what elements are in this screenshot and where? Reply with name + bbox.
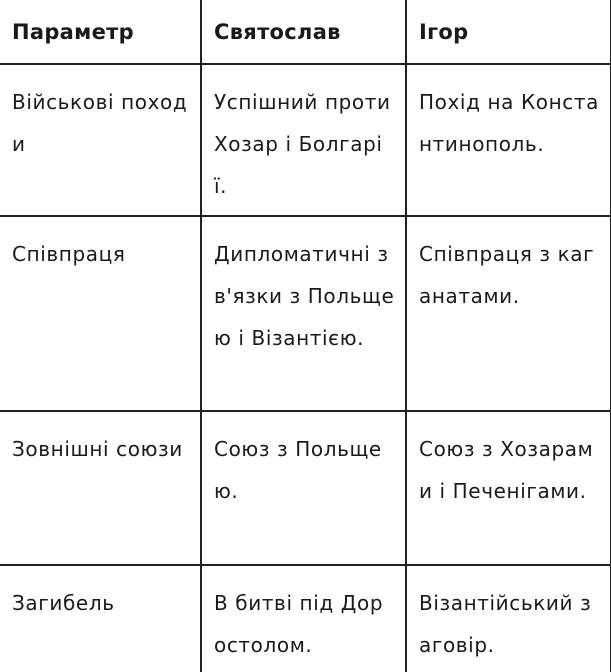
table-row [0, 64, 611, 216]
cell-sviatoslav: Союз з Польщею. [201, 411, 406, 565]
table-row [0, 411, 611, 565]
table-row [0, 216, 611, 411]
header-sviatoslav: Святослав [201, 0, 406, 64]
cell-sviatoslav: Дипломатичні зв'язки з Польщею і Візантією. [201, 216, 406, 411]
cell-ihor: Співпраця з каганатами. [406, 216, 611, 411]
cell-ihor: Похід на Константинополь. [406, 64, 611, 216]
table-row [0, 565, 611, 672]
cell-ihor: Союз з Хозарами і Печенігами. [406, 411, 611, 565]
cell-parameter: Співпраця [0, 216, 201, 411]
cell-parameter: Військові походи [0, 64, 201, 216]
cell-parameter: Загибель [0, 565, 201, 672]
header-parameter: Параметр [0, 0, 201, 64]
cell-ihor: Візантійський заговір. [406, 565, 611, 672]
cell-parameter: Зовнішні союзи [0, 411, 201, 565]
header-ihor: Ігор [406, 0, 611, 64]
cell-sviatoslav: В битві під Доростолом. [201, 565, 406, 672]
table-header-row [0, 0, 611, 64]
cell-sviatoslav: Успішний проти Хозар і Болгарії. [201, 64, 406, 216]
